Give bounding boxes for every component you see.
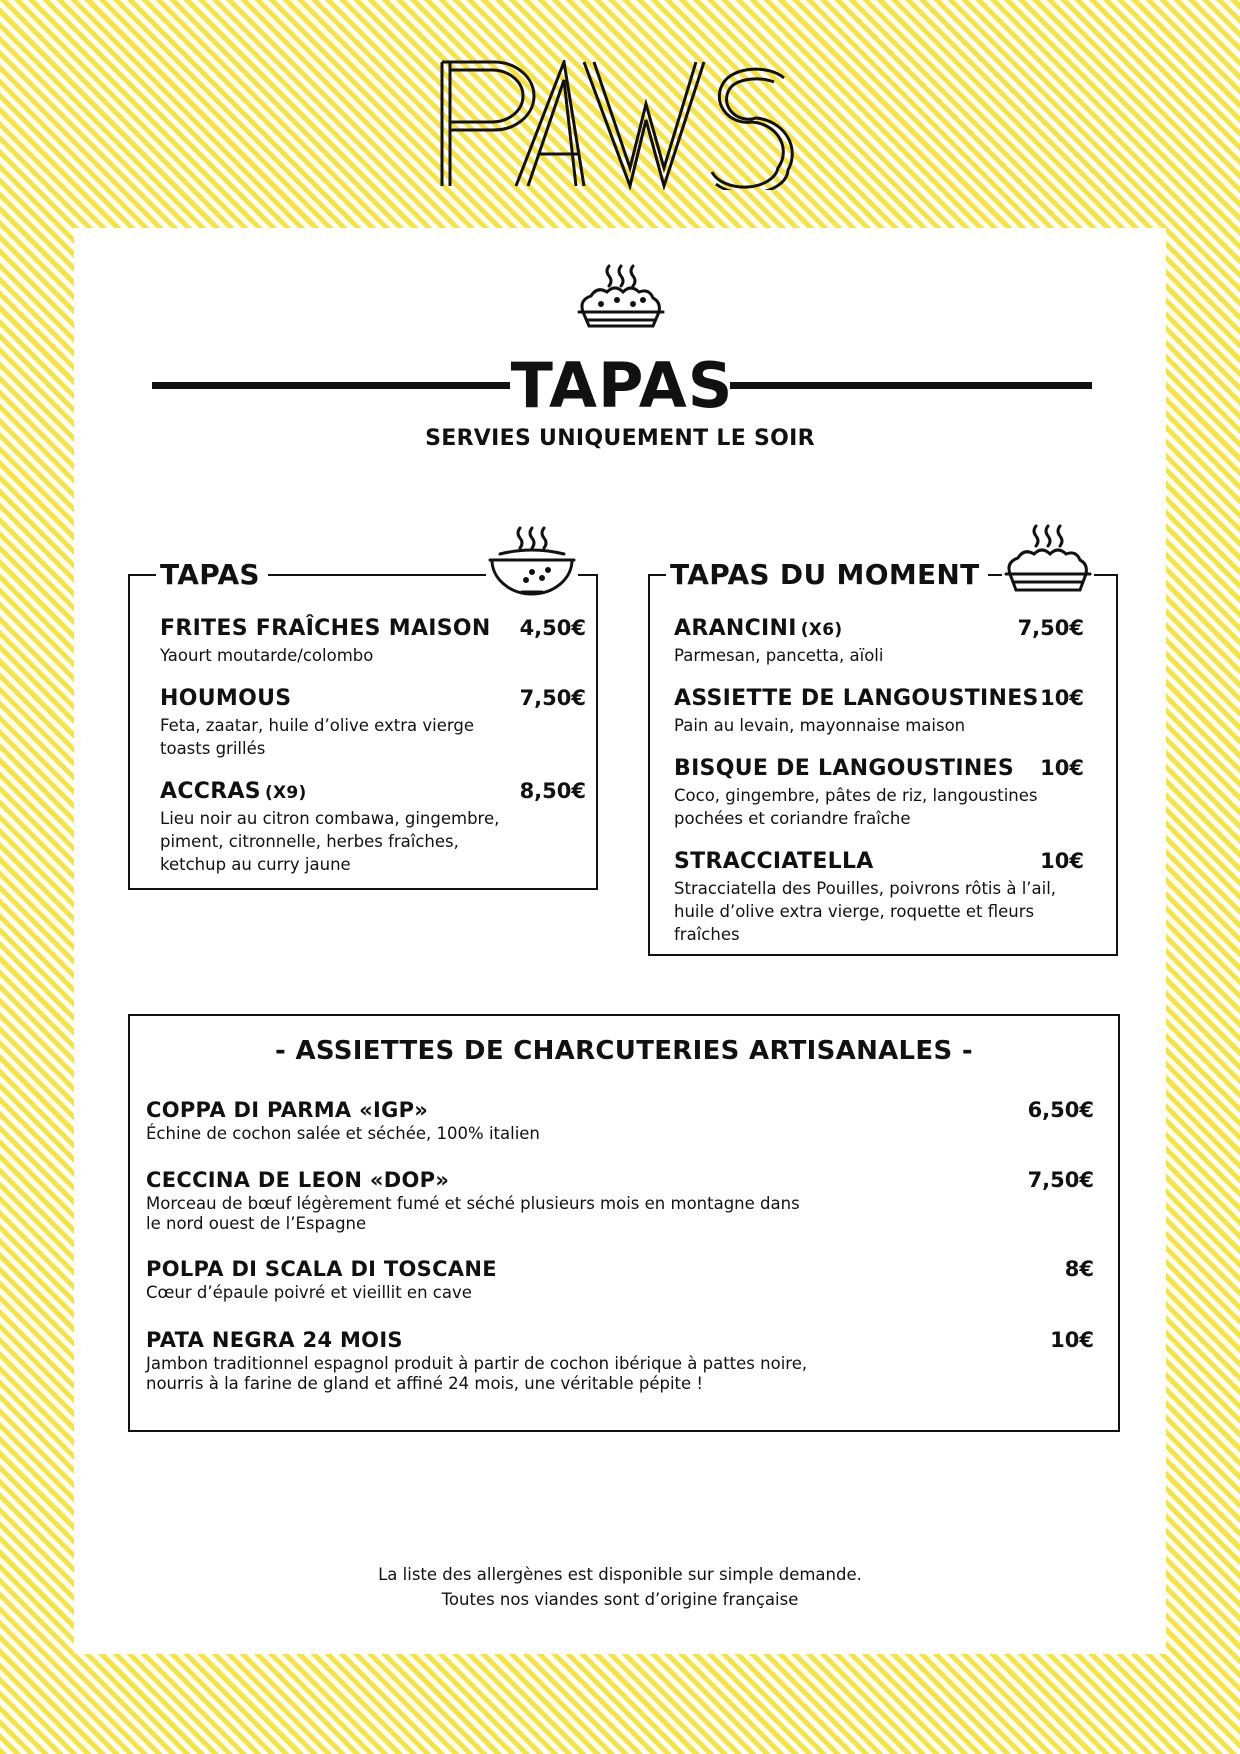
- tapas-moment-item: [674, 756, 1084, 830]
- item-desc: ketchup au curry jaune: [160, 855, 351, 874]
- paws-logo: [434, 60, 806, 190]
- item-desc: Coco, gingembre, pâtes de riz, langoustines: [674, 786, 1038, 805]
- tapas-item: [160, 616, 586, 667]
- item-price: 8€: [1064, 1257, 1094, 1281]
- tapas-moment-item: [674, 616, 1084, 667]
- item-desc: Jambon traditionnel espagnol produit à partir de cochon ibérique à pattes noire,: [146, 1354, 808, 1373]
- item-desc: Yaourt moutarde/colombo: [160, 646, 374, 665]
- allergen-note: La liste des allergènes est disponible sur simple demande.: [378, 1565, 862, 1584]
- item-desc: huile d’olive extra vierge, roquette et fleurs: [674, 902, 1035, 921]
- item-desc: Échine de cochon salée et séchée, 100% italien: [146, 1124, 540, 1143]
- item-price: 10€: [1040, 686, 1084, 710]
- item-price: 10€: [1040, 756, 1084, 780]
- item-price: 7,50€: [519, 686, 586, 710]
- soup-bowl-icon: [486, 524, 578, 598]
- item-name: PATA NEGRA 24 MOIS: [146, 1328, 403, 1352]
- tapas-moment-item: [674, 849, 1084, 946]
- item-name: ACCRAS (X9): [160, 779, 307, 804]
- item-name: HOUMOUS: [160, 686, 292, 711]
- item-desc: piment, citronnelle, herbes fraîches,: [160, 832, 459, 851]
- item-price: 6,50€: [1027, 1098, 1094, 1122]
- meat-origin-note: Toutes nos viandes sont d’origine française: [441, 1590, 799, 1609]
- item-price: 7,50€: [1027, 1168, 1094, 1192]
- tapas-item: [160, 686, 586, 760]
- footer-note: [74, 1562, 1166, 1612]
- item-desc: toasts grillés: [160, 739, 266, 758]
- fried-dish-icon: [1002, 522, 1094, 596]
- item-qty: (X9): [264, 783, 307, 803]
- tapas-item: [160, 779, 586, 876]
- tapas-box-title: TAPAS: [156, 558, 268, 592]
- charcuterie-item: [146, 1098, 1106, 1144]
- item-name: ASSIETTE DE LANGOUSTINES: [674, 686, 1039, 711]
- item-name: STRACCIATELLA: [674, 849, 874, 874]
- item-name: POLPA DI SCALA DI TOSCANE: [146, 1257, 497, 1281]
- item-desc: Feta, zaatar, huile d’olive extra vierge: [160, 716, 475, 735]
- item-desc: nourris à la farine de gland et affiné 24 mois, une véritable pépite !: [146, 1374, 704, 1393]
- item-desc: Lieu noir au citron combawa, gingembre,: [160, 809, 500, 828]
- item-name: FRITES FRAÎCHES MAISON: [160, 616, 491, 641]
- item-desc: Cœur d’épaule poivré et vieillit en cave: [146, 1283, 472, 1302]
- item-desc: Parmesan, pancetta, aïoli: [674, 646, 884, 665]
- item-price: 8,50€: [519, 779, 586, 803]
- charcuterie-title: - ASSIETTES DE CHARCUTERIES ARTISANALES -: [275, 1036, 973, 1066]
- item-name: BISQUE DE LANGOUSTINES: [674, 756, 1015, 781]
- item-name: CECCINA DE LEON «DOP»: [146, 1168, 450, 1192]
- item-price: 7,50€: [1017, 616, 1084, 640]
- fried-dish-icon: [577, 262, 665, 332]
- tapas-moment-item: [674, 686, 1084, 737]
- item-name: ARANCINI (X6): [674, 616, 843, 641]
- item-desc: Stracciatella des Pouilles, poivrons rôtis à l’ail,: [674, 879, 1057, 898]
- tapas-moment-box-title: TAPAS DU MOMENT: [666, 558, 988, 592]
- item-desc: pochées et coriandre fraîche: [674, 809, 911, 828]
- item-desc: fraîches: [674, 925, 740, 944]
- item-price: 10€: [1050, 1328, 1094, 1352]
- tapas-moment-box: [648, 558, 1118, 956]
- page-title: TAPAS: [510, 349, 734, 422]
- menu-sheet: [74, 228, 1166, 1654]
- page-subtitle: SERVIES UNIQUEMENT LE SOIR: [425, 426, 815, 451]
- item-qty: (X6): [800, 620, 843, 640]
- charcuterie-box: [128, 1014, 1120, 1432]
- item-desc: Morceau de bœuf légèrement fumé et séché plusieurs mois en montagne dans: [146, 1194, 800, 1213]
- item-price: 10€: [1040, 849, 1084, 873]
- section-header: [152, 346, 1092, 426]
- charcuterie-item: [146, 1168, 1106, 1234]
- charcuterie-item: [146, 1257, 1106, 1303]
- item-price: 4,50€: [519, 616, 586, 640]
- charcuterie-item: [146, 1328, 1106, 1394]
- item-name: COPPA DI PARMA «IGP»: [146, 1098, 429, 1122]
- item-desc: Pain au levain, mayonnaise maison: [674, 716, 966, 735]
- item-desc: le nord ouest de l’Espagne: [146, 1214, 367, 1233]
- tapas-box: [128, 558, 598, 890]
